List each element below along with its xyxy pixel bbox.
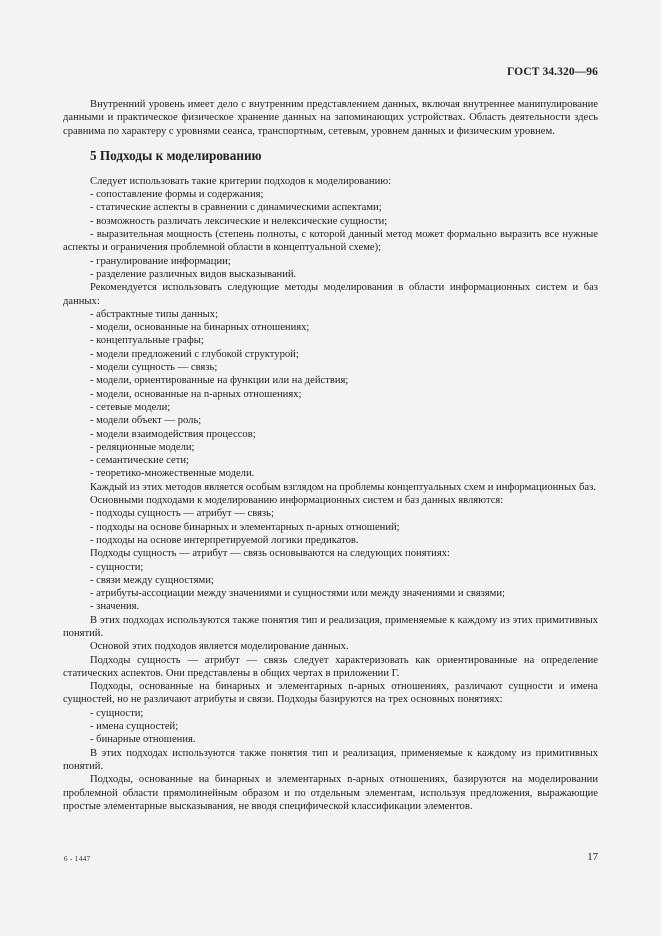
criterion-item: - выразительная мощность (степень полноты, с которой данный метод может формально выразить все нужные аспекты и ограничения проблемной области в концептуальной схеме); [63,229,598,254]
method-item: - реляционные модели; [90,441,195,453]
era-basis-paragraph: Основой этих подходов является моделирование данных. [90,641,349,653]
criterion-item: - статические аспекты в сравнении с динамическими аспектами; [90,202,382,214]
document-body [63,98,598,813]
approach-item: - подходы на основе интерпретируемой логики предикатов. [90,534,359,546]
method-item: - модели сущность — связь; [90,362,218,374]
criterion-item: - гранулирование информации; [90,255,231,267]
method-item: - семантические сети; [90,455,189,467]
method-item: - сетевые модели; [90,401,171,413]
method-item: - модели, основанные на n-арных отношениях; [90,388,302,400]
approaches-intro: Основными подходами к моделированию информационных систем и баз данных являются: [90,495,504,507]
sheet-mark: 6 - 1447 [64,855,91,863]
method-item: - модели, ориентированные на функции или на действия; [90,375,349,387]
binary-concept-item: - имена сущностей; [90,721,179,733]
page-number: 17 [587,851,598,863]
era-concept-item: - значения. [90,601,140,613]
binary-intro: Подходы, основанные на бинарных и элементарных n-арных отношениях, различают сущности и имена сущностей, но не различают атрибуты и связи. Подходы базируются на трех основных понятиях: [63,681,598,706]
methods-intro: Рекомендуется использовать следующие методы моделирования в области информационных систем и баз данных: [63,282,598,307]
criteria-intro: Следует использовать такие критерии подходов к моделированию: [90,175,392,187]
era-types-paragraph: В этих подходах используются также понятия тип и реализация, применяемые к каждому из этих примитивных понятий. [63,614,598,639]
method-item: - модели объект — роль; [90,415,202,427]
binary-concept-item: - сущности; [90,707,144,719]
criterion-item: - сопоставление формы и содержания; [90,189,264,201]
binary-modeling-paragraph: Подходы, основанные на бинарных и элементарных n-арных отношениях, базируются на моделировании проблемной области прямолинейным образом и по отдельным элементам, используя предложения, выражающие простые элементарные высказывания, не вводя специфической классификации элементов. [63,774,598,812]
era-static-paragraph: Подходы сущность — атрибут — связь следует характеризовать как ориентированные на определение статических аспектов. Они представлены в общих чертах в приложении Г. [63,654,598,679]
era-intro: Подходы сущность — атрибут — связь основываются на следующих понятиях: [90,548,450,560]
approach-item: - подходы на основе бинарных и элементарных n-арных отношений; [90,521,400,533]
criterion-item: - возможность различать лексические и нелексические сущности; [90,215,388,227]
method-item: - модели, основанные на бинарных отношениях; [90,322,310,334]
approach-item: - подходы сущность — атрибут — связь; [90,508,274,520]
section-title: 5 Подходы к моделированию [90,147,262,163]
era-concept-item: - связи между сущностями; [90,574,214,586]
method-item: - модели предложений с глубокой структурой; [90,348,299,360]
criterion-item: - разделение различных видов высказываний. [90,268,297,280]
era-concept-item: - атрибуты-ассоциации между значениями и сущностями или между значениями и связями; [90,588,505,600]
each-method-paragraph: Каждый из этих методов является особым взглядом на проблемы концептуальных схем и информационных баз. [90,481,596,493]
document-header: ГОСТ 34.320—96 [507,66,598,78]
binary-types-paragraph: В этих подходах используются также понятия тип и реализация, применяемые к каждому из примитивных понятий. [63,747,598,772]
method-item: - теоретико-множественные модели. [90,468,255,480]
binary-concept-item: - бинарные отношения. [90,734,196,746]
method-item: - абстрактные типы данных; [90,308,219,320]
method-item: - модели взаимодействия процессов; [90,428,256,440]
method-item: - концептуальные графы; [90,335,204,347]
era-concept-item: - сущности; [90,561,144,573]
intro-paragraph: Внутренний уровень имеет дело с внутренним представлением данных, включая внутреннее манипулирование данными и практическое физическое хранение данных на запоминающих устройствах. Область деятельности здесь сравнима по характеру с уровнями сеанса, транспортным, сетевым, уровнем данных и физическим уровнем. [63,99,598,137]
